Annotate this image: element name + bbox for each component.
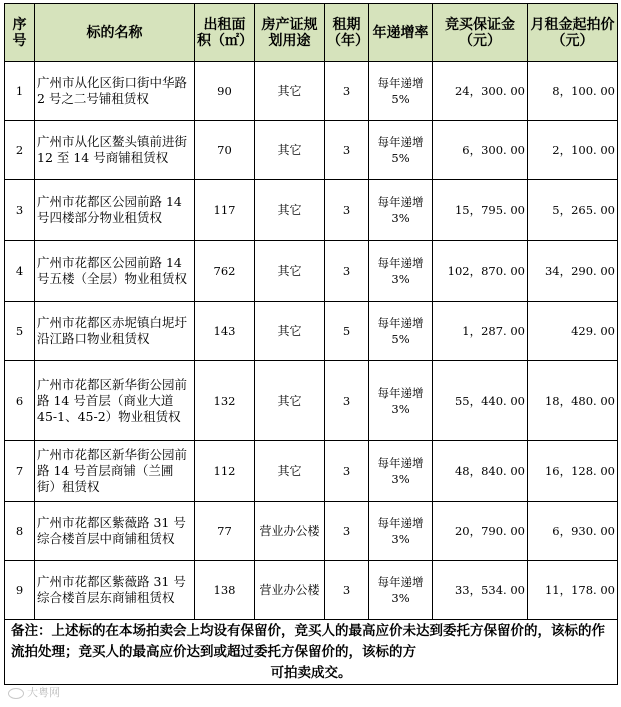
cell-use: 其它 xyxy=(255,62,325,121)
note-text: 备注：上述标的在本场拍卖会上均设有保留价，竞买人的最高应价未达到委托方保留价的，该标的作流拍处理；竞买人的最高应价达到或超过委托方保留价的，该标的方 xyxy=(11,622,605,660)
cell-use: 其它 xyxy=(255,302,325,361)
header-deposit: 竞买保证金（元） xyxy=(433,4,528,62)
cell-seq: 9 xyxy=(5,561,35,620)
cell-term: 3 xyxy=(325,62,369,121)
table-row xyxy=(5,241,618,302)
cell-term: 3 xyxy=(325,561,369,620)
cell-term: 3 xyxy=(325,361,369,441)
cell-deposit: 20，790. 00 xyxy=(433,502,528,561)
cell-use: 其它 xyxy=(255,441,325,502)
cell-name: 广州市花都区公园前路 14 号五楼（全层）物业租赁权 xyxy=(35,241,195,302)
eye-icon xyxy=(8,688,24,699)
cell-increment: 每年递增 3% xyxy=(369,561,433,620)
cell-rent: 8，100. 00 xyxy=(528,62,618,121)
cell-name: 广州市花都区紫薇路 31 号综合楼首层东商铺租赁权 xyxy=(35,561,195,620)
cell-area: 138 xyxy=(195,561,255,620)
table-row xyxy=(5,361,618,441)
cell-increment: 每年递增 3% xyxy=(369,361,433,441)
cell-name: 广州市花都区公园前路 14 号四楼部分物业租赁权 xyxy=(35,180,195,241)
table-row xyxy=(5,561,618,620)
cell-area: 90 xyxy=(195,62,255,121)
cell-area: 117 xyxy=(195,180,255,241)
cell-seq: 2 xyxy=(5,121,35,180)
cell-rent: 6，930. 00 xyxy=(528,502,618,561)
cell-increment: 每年递增 5% xyxy=(369,62,433,121)
cell-use: 其它 xyxy=(255,241,325,302)
cell-area: 112 xyxy=(195,441,255,502)
cell-name: 广州市从化区鳌头镇前进街 12 至 14 号商铺租赁权 xyxy=(35,121,195,180)
cell-name: 广州市从化区街口街中华路 2 号之二号铺租赁权 xyxy=(35,62,195,121)
cell-seq: 8 xyxy=(5,502,35,561)
cell-term: 3 xyxy=(325,502,369,561)
table-row xyxy=(5,502,618,561)
cell-rent: 18，480. 00 xyxy=(528,361,618,441)
cell-rent: 5，265. 00 xyxy=(528,180,618,241)
cell-rent: 429. 00 xyxy=(528,302,618,361)
cell-term: 3 xyxy=(325,441,369,502)
cell-use: 其它 xyxy=(255,121,325,180)
watermark xyxy=(8,684,60,700)
cell-area: 77 xyxy=(195,502,255,561)
cell-rent: 16，128. 00 xyxy=(528,441,618,502)
watermark-text: 大粤网 xyxy=(27,686,60,699)
cell-seq: 5 xyxy=(5,302,35,361)
table-row xyxy=(5,302,618,361)
header-area: 出租面积（㎡） xyxy=(195,4,255,62)
cell-use: 其它 xyxy=(255,361,325,441)
cell-increment: 每年递增 3% xyxy=(369,180,433,241)
header-use: 房产证规划用途 xyxy=(255,4,325,62)
header-increment: 年递增率 xyxy=(369,4,433,62)
table-header-row xyxy=(5,4,618,62)
cell-area: 132 xyxy=(195,361,255,441)
auction-listing-table xyxy=(4,3,618,685)
cell-name: 广州市花都区新华街公园前路 14 号首层商铺（兰圃街）租赁权 xyxy=(35,441,195,502)
note-text-end: 可拍卖成交。 xyxy=(270,664,352,681)
cell-increment: 每年递增 3% xyxy=(369,502,433,561)
cell-term: 3 xyxy=(325,241,369,302)
cell-seq: 3 xyxy=(5,180,35,241)
cell-rent: 34，290. 00 xyxy=(528,241,618,302)
cell-deposit: 55，440. 00 xyxy=(433,361,528,441)
header-name: 标的名称 xyxy=(35,4,195,62)
cell-deposit: 33，534. 00 xyxy=(433,561,528,620)
cell-increment: 每年递增 5% xyxy=(369,121,433,180)
cell-deposit: 6，300. 00 xyxy=(433,121,528,180)
cell-area: 143 xyxy=(195,302,255,361)
cell-use: 营业办公楼 xyxy=(255,561,325,620)
cell-increment: 每年递增 5% xyxy=(369,302,433,361)
cell-deposit: 102，870. 00 xyxy=(433,241,528,302)
cell-increment: 每年递增 3% xyxy=(369,241,433,302)
table-row xyxy=(5,121,618,180)
cell-seq: 6 xyxy=(5,361,35,441)
cell-seq: 1 xyxy=(5,62,35,121)
note-cell xyxy=(5,620,618,685)
cell-seq: 7 xyxy=(5,441,35,502)
cell-area: 762 xyxy=(195,241,255,302)
cell-seq: 4 xyxy=(5,241,35,302)
cell-deposit: 1，287. 00 xyxy=(433,302,528,361)
cell-area: 70 xyxy=(195,121,255,180)
cell-rent: 11，178. 00 xyxy=(528,561,618,620)
cell-deposit: 15，795. 00 xyxy=(433,180,528,241)
cell-name: 广州市花都区赤坭镇白坭圩沿江路口物业租赁权 xyxy=(35,302,195,361)
note-row xyxy=(5,620,618,685)
cell-name: 广州市花都区新华街公园前路 14 号首层（商业大道 45-1、45-2）物业租赁权 xyxy=(35,361,195,441)
cell-name: 广州市花都区紫薇路 31 号综合楼首层中商铺租赁权 xyxy=(35,502,195,561)
cell-term: 3 xyxy=(325,121,369,180)
cell-use: 其它 xyxy=(255,180,325,241)
cell-increment: 每年递增 3% xyxy=(369,441,433,502)
cell-deposit: 48，840. 00 xyxy=(433,441,528,502)
cell-deposit: 24，300. 00 xyxy=(433,62,528,121)
cell-term: 5 xyxy=(325,302,369,361)
header-rent: 月租金起拍价（元） xyxy=(528,4,618,62)
header-seq: 序号 xyxy=(5,4,35,62)
table-row xyxy=(5,180,618,241)
cell-rent: 2，100. 00 xyxy=(528,121,618,180)
cell-use: 营业办公楼 xyxy=(255,502,325,561)
cell-term: 3 xyxy=(325,180,369,241)
table-row xyxy=(5,62,618,121)
header-term: 租期（年） xyxy=(325,4,369,62)
table-row xyxy=(5,441,618,502)
